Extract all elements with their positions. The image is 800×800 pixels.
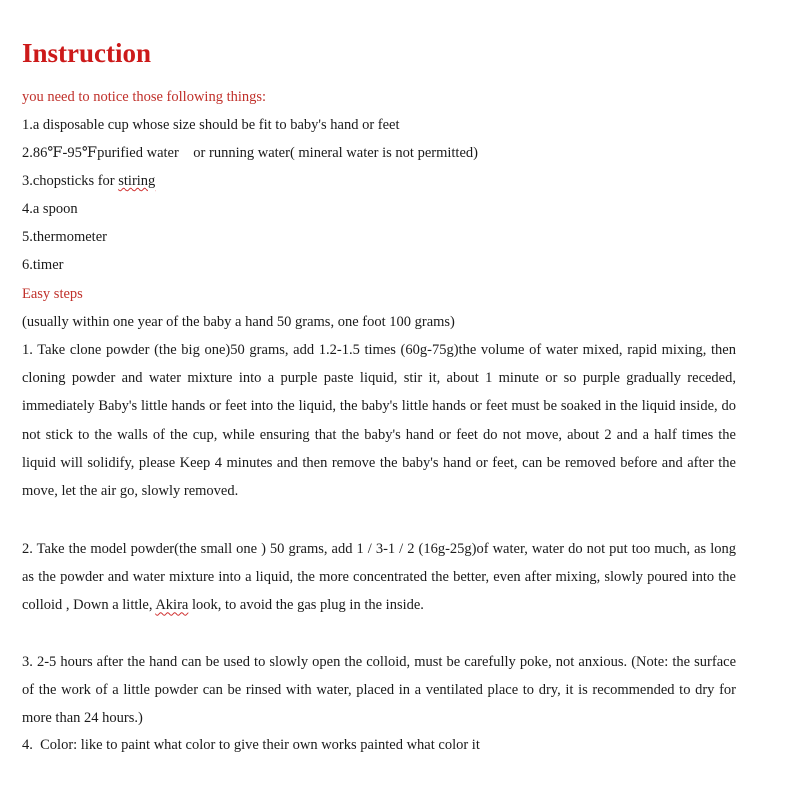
supply-item-5: 5.thermometer [22,229,107,245]
document-title: Instruction [22,38,152,68]
notice-heading: you need to notice those following things: [22,89,267,105]
spellcheck-word-akira: Akira [155,597,189,614]
step-1-paragraph: 1. Take clone powder (the big one)50 grams, add 1.2-1.5 times (60g-75g)the volume of water mixed, rapid mixing, then cloning powder and water mixture into a purple paste liquid, stir it, about 1 minute or so purple gradually receded, immediately Baby's little hands or feet into the liquid, the baby's little hands or feet must be soaked in the liquid inside, do not stick to the walls of the cup, while ensuring that the baby's hand or feet do not move, about 2 and a half times the liquid will solidify, please Keep 4 minutes and then remove the baby's hand or feet, can be removed before and after the move, let the air go, slowly removed. [22,342,736,500]
supply-item-4: 4.a spoon [22,201,78,217]
steps-heading: Easy steps [22,286,83,302]
step-2-paragraph [22,535,736,620]
step-2-text-a: 2. Take the model powder(the small one ) 50 grams, add 1 / 3-1 / 2 (16g-25g)of water, water do not put too much, as long as the powder and water mixture into a liquid, the more concentrated the better, even after mixing, slowly poured into the colloid , Down a little, [22,541,736,614]
step-4-line: 4. Color: like to paint what color to give their own works painted what color it [22,737,480,753]
step-2-text-b: look, to avoid the gas plug in the inside. [188,597,424,614]
supply-item-6: 6.timer [22,257,64,273]
spellcheck-word-stiring: stiring [118,173,156,189]
supply-item-2: 2.86℉-95℉purified water or running water( mineral water is not permitted) [22,145,478,161]
usage-note: (usually within one year of the baby a hand 50 grams, one foot 100 grams) [22,314,455,330]
supply-item-3-text: 3.chopsticks for [22,173,119,189]
step-3-paragraph: 3. 2-5 hours after the hand can be used to slowly open the colloid, must be carefully poke, not anxious. (Note: the surface of the work of a little powder can be rinsed with water, placed in a ventilated place to dry, it is recommended to dry for more than 24 hours.) [22,654,736,727]
supply-item-1: 1.a disposable cup whose size should be fit to baby's hand or feet [22,117,400,133]
supply-item-3 [22,173,155,190]
